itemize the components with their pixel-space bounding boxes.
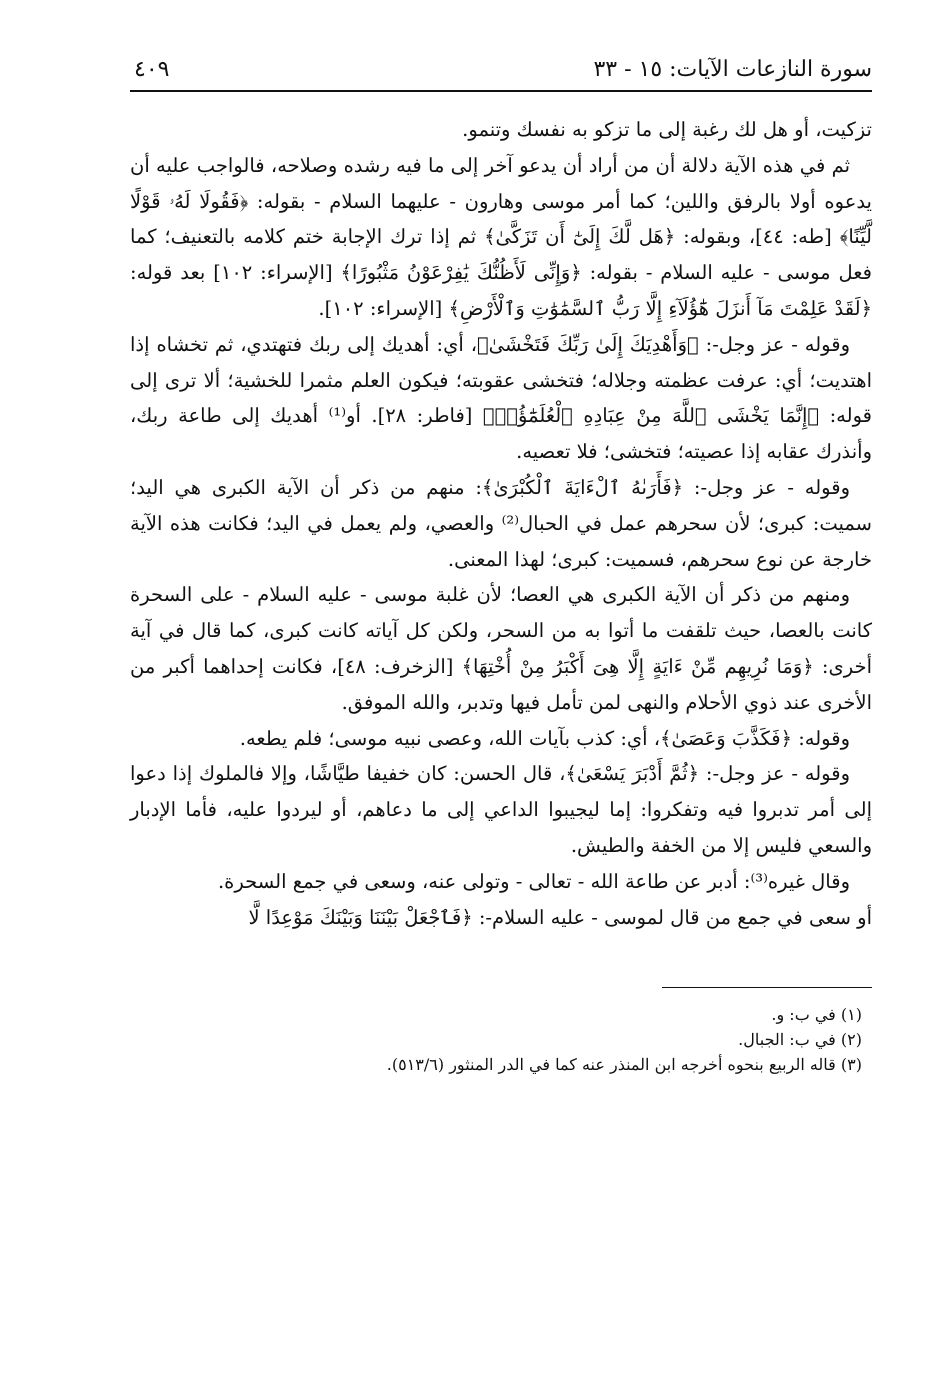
- paragraph-7: وقوله - عز وجل-: ﴿ثُمَّ أَدْبَرَ يَسْعَىٰ﴾، قال الحسن: كان خفيفا طيَّاشًا، وإلا فالملوك إذا دعوا إلى أمر تدبروا فيه وتفكروا: إما ليجيبوا الداعي إلى ما دعاهم، أو ليردوا عليه، فأما الإدبار والسعي فليس إلا من الخفة والطيش.: [130, 762, 872, 857]
- paragraph-4: وقوله - عز وجل-: ﴿فَأَرَىٰهُ ٱلْءَايَةَ ٱلْكُبْرَىٰ﴾: منهم من ذكر أن الآية الكبرى هي اليد؛ سميت: كبرى؛ لأن سحرهم عمل في الحبال⁽²⁾ والعصي، ولم يعمل في اليد؛ فكانت هذه الآية خارجة عن نوع سحرهم، فسميت: كبرى؛ لهذا المعنى.: [130, 475, 872, 571]
- footnotes: [130, 1002, 872, 1077]
- footnote-1: (١) في ب: و.: [771, 1005, 862, 1025]
- paragraph-6: وقوله: ﴿فَكَذَّبَ وَعَصَىٰ﴾، أي: كذب بآيات الله، وعصى نبيه موسى؛ فلم يطعه.: [239, 726, 850, 750]
- running-head: [130, 50, 872, 92]
- page-number: ٤٠٩: [134, 57, 170, 82]
- footnote-3: (٣) قاله الربيع بنحوه أخرجه ابن المنذر عنه كما في الدر المنثور (٥١٣/٦).: [386, 1055, 862, 1075]
- footnote-2: (٢) في ب: الجبال.: [738, 1030, 862, 1050]
- paragraph-8: وقال غيره⁽³⁾: أدبر عن طاعة الله - تعالى - وتولى عنه، وسعى في جمع السحرة.: [217, 869, 850, 893]
- book-page: [130, 50, 872, 1370]
- paragraph-5: ومنهم من ذكر أن الآية الكبرى هي العصا؛ لأن غلبة موسى - عليه السلام - على السحرة كانت بالعصا، حيث تلقفت ما أتوا به من السحر، ولكن كل آياته كانت كبرى، كما قال في آية أخرى: ﴿وَمَا نُرِيهِم مِّنْ ءَايَةٍ إِلَّا هِىَ أَكْبَرُ مِنْ أُخْتِهَا﴾ [الزخرف: ٤٨]، فكانت إحداهما أكبر من الأخرى عند ذوي الأحلام والنهى لمن تأمل فيها وتدبر، والله الموفق.: [130, 583, 872, 714]
- paragraph-3: وقوله - عز وجل-: ﴿وَأَهْدِيَكَ إِلَىٰ رَبِّكَ فَتَخْشَىٰ﴾، أي: أهديك إلى ربك فتهتدي، ثم تخشاه إذا اهتديت؛ أي: عرفت عظمته وجلاله؛ فتخشى عقوبته؛ فيكون العلم مثمرا للخشية؛ ألا ترى إلى قوله: ﴿إِنَّمَا يَخْشَى ٱللَّهَ مِنْ عِبَادِهِ ٱلْعُلَمَٰٓؤُا۟﴾ [فاطر: ٢٨]. أو⁽¹⁾ أهديك إلى طاعة ربك، وأنذرك عقابه إذا عصيته؛ فتخشى؛ فلا تعصيه.: [130, 332, 872, 464]
- paragraph-9: أو سعى في جمع من قال لموسى - عليه السلام-: ﴿فَٱجْعَلْ بَيْنَنَا وَبَيْنَكَ مَوْعِدًا لَّا: [248, 905, 872, 929]
- running-title: سورة النازعات الآيات: ١٥ - ٣٣: [593, 57, 872, 82]
- paragraph-2: ثم في هذه الآية دلالة أن من أراد أن يدعو آخر إلى ما فيه رشده وصلاحه، فالواجب عليه أن يدعوه أولا بالرفق واللين؛ كما أمر موسى وهارون - عليهما السلام - بقوله: ﴿فَقُولَا لَهُۥ قَوْلًا لَّيِّنًا﴾ [طه: ٤٤]، وبقوله: ﴿هَل لَّكَ إِلَىٰٓ أَن تَزَكَّىٰ﴾ ثم إذا ترك الإجابة ختم كلامه بالتعنيف؛ كما فعل موسى - عليه السلام - بقوله: ﴿وَإِنِّى لَأَظُنُّكَ يَٰفِرْعَوْنُ مَثْبُورًا﴾ [الإسراء: ١٠٢] بعد قوله: ﴿لَقَدْ عَلِمْتَ مَآ أَنزَلَ هَٰٓؤُلَآءِ إِلَّا رَبُّ ٱلسَّمَٰوَٰتِ وَٱلْأَرْضِ﴾ [الإسراء: ١٠٢].: [130, 153, 872, 320]
- footnote-divider: [662, 987, 872, 988]
- paragraph-1: تزكيت، أو هل لك رغبة إلى ما تزكو به نفسك وتنمو.: [462, 118, 872, 141]
- body-text: [130, 112, 872, 935]
